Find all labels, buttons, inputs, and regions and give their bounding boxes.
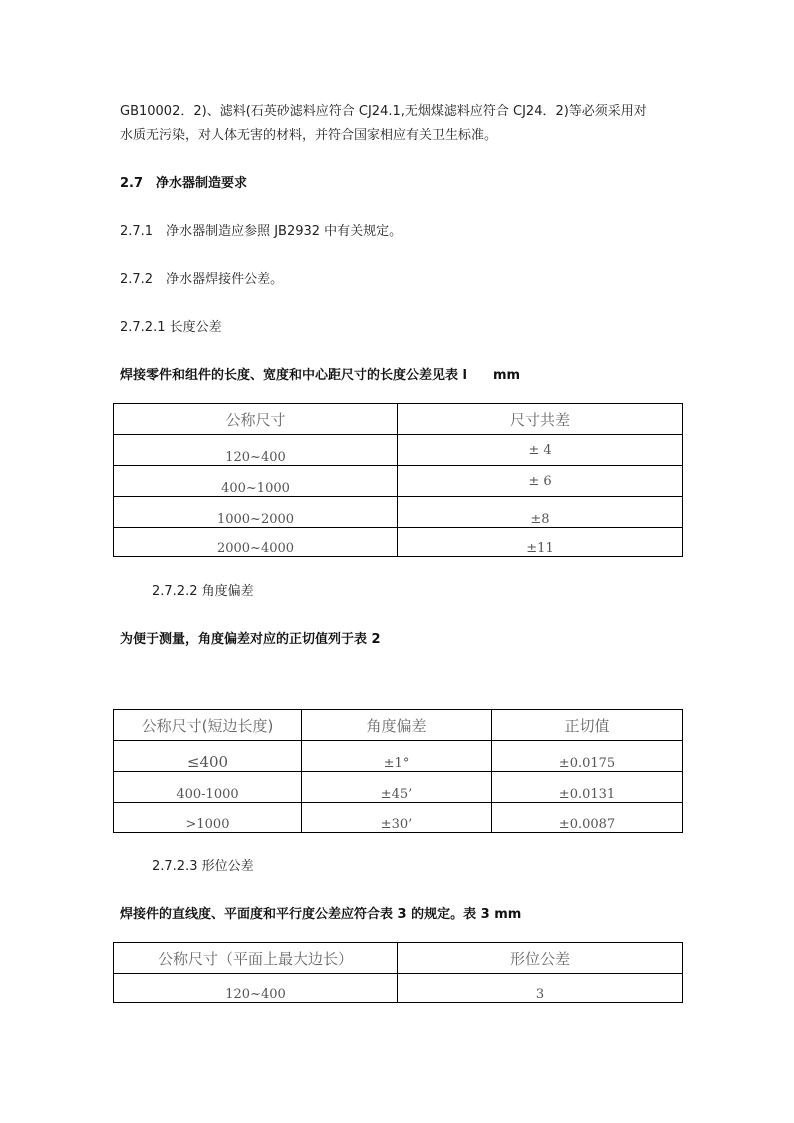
table-1-cell: 400~1000: [114, 466, 398, 497]
table-2-cell: 400-1000: [114, 772, 302, 803]
table-3-header-cell: 公称尺寸（平面上最大边长）: [114, 943, 398, 974]
table-2-cell: ±0.0087: [492, 803, 683, 833]
paragraph-2-7-2-1: 2.7.2.1 长度公差: [120, 320, 222, 335]
table-3-cell: 3: [398, 974, 683, 1003]
table-2-cell: ±0.0175: [492, 741, 683, 772]
paragraph-2-7-2-3: 2.7.2.3 形位公差: [152, 859, 254, 874]
table-2-angle-deviation: [113, 709, 683, 833]
table-1-caption: 焊接零件和组件的长度、宽度和中心距尺寸的长度公差见表 l mm: [120, 368, 521, 383]
table-2-cell: >1000: [114, 803, 302, 833]
table-2-cell: ±30’: [302, 803, 492, 833]
table-2-caption: 为便于测量，角度偏差对应的正切值列于表 2: [120, 632, 381, 647]
table-1-cell: 2000~4000: [114, 528, 398, 557]
paragraph-2-7-1: 2.7.1 净水器制造应参照 JB2932 中有关规定。: [120, 224, 403, 239]
table-2-header-cell: 角度偏差: [302, 710, 492, 741]
table-1-cell: 1000~2000: [114, 497, 398, 528]
table-2-cell: ±1°: [302, 741, 492, 772]
table-1-header-cell: 公称尺寸: [114, 404, 398, 435]
table-1-length-tolerance: [113, 403, 683, 557]
intro-line-1: GB10002．2)、滤料(石英砂滤料应符合 CJ24.1,无烟煤滤料应符合 CJ24．2)等必须采用对: [120, 104, 647, 119]
table-1-cell: ±8: [398, 497, 683, 528]
paragraph-2-7-2-2: 2.7.2.2 角度偏差: [152, 584, 254, 599]
table-2-header-cell: 公称尺寸(短边长度): [114, 710, 302, 741]
table-1-cell: 120~400: [114, 435, 398, 466]
intro-line-2: 水质无污染，对人体无害的材料，并符合国家相应有关卫生标准。: [120, 128, 498, 143]
table-1-cell: ± 4: [398, 435, 683, 466]
table-1-cell: ± 6: [398, 466, 683, 497]
table-2-cell: ±45’: [302, 772, 492, 803]
table-3-cell: 120~400: [114, 974, 398, 1003]
table-2-cell: ±0.0131: [492, 772, 683, 803]
paragraph-2-7-2: 2.7.2 净水器焊接件公差。: [120, 272, 284, 287]
section-heading-2-7: 2.7 净水器制造要求: [120, 176, 248, 191]
table-3-form-position-tolerance: [113, 942, 683, 1003]
table-2-header-cell: 正切值: [492, 710, 683, 741]
table-1-header-cell: 尺寸共差: [398, 404, 683, 435]
table-3-header-cell: 形位公差: [398, 943, 683, 974]
table-1-cell: ±11: [398, 528, 683, 557]
table-2-cell: ≤400: [114, 741, 302, 772]
table-3-caption: 焊接件的直线度、平面度和平行度公差应符合表 3 的规定。表 3 mm: [120, 907, 522, 922]
